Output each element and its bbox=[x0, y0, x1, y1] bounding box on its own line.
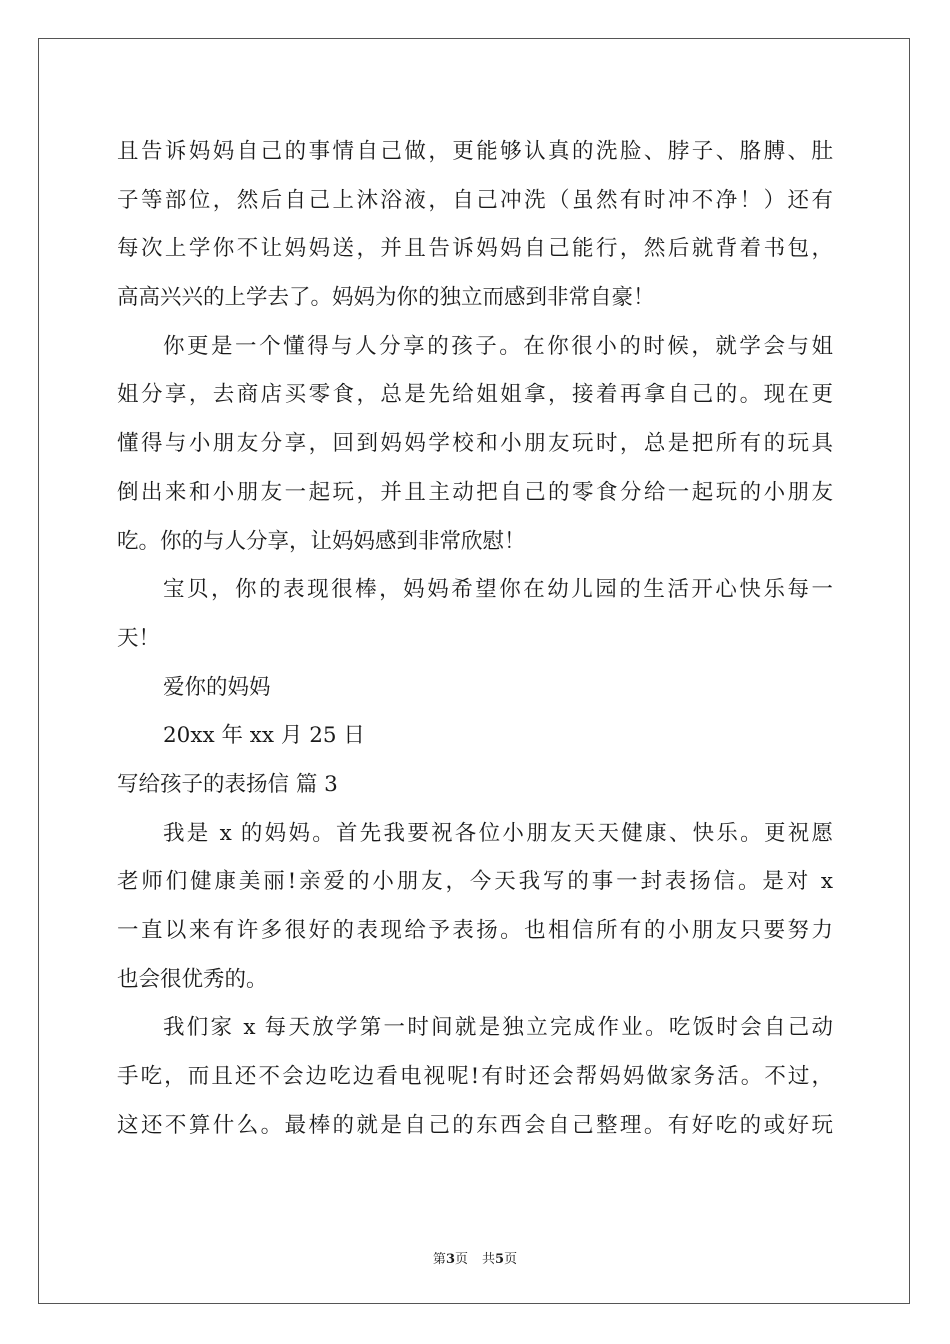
page-footer bbox=[0, 1248, 950, 1267]
total-prefix: 共 bbox=[482, 1252, 496, 1267]
signature-line: 爱你的妈妈 bbox=[163, 674, 271, 700]
text-line: 手吃，而且还不会边吃边看电视呢!有时还会帮妈妈做家务活。不过， bbox=[117, 1064, 833, 1090]
text-line: 也会很优秀的。 bbox=[117, 966, 268, 992]
text-line: 天！ bbox=[117, 625, 161, 651]
date-line: 20xx 年 xx 月 25 日 bbox=[163, 723, 365, 749]
paragraph-start-line: 你更是一个懂得与人分享的孩子。在你很小的时候，就学会与姐 bbox=[163, 333, 833, 359]
text-line: 吃。你的与人分享，让妈妈感到非常欣慰！ bbox=[117, 528, 526, 554]
text-line: 姐分享，去商店买零食，总是先给姐姐拿，接着再拿自己的。现在更 bbox=[117, 382, 833, 408]
text-line: 这还不算什么。最棒的就是自己的东西会自己整理。有好吃的或好玩 bbox=[117, 1112, 833, 1138]
section-heading: 写给孩子的表扬信 篇 3 bbox=[117, 771, 338, 797]
paragraph-start-line: 宝贝，你的表现很棒，妈妈希望你在幼儿园的生活开心快乐每一 bbox=[163, 577, 833, 603]
text-line: 子等部位，然后自己上沐浴液，自己冲洗（虽然有时冲不净！）还有 bbox=[117, 187, 833, 213]
letter-body bbox=[117, 128, 833, 1150]
text-line: 懂得与小朋友分享，回到妈妈学校和小朋友玩时，总是把所有的玩具 bbox=[117, 431, 833, 457]
text-line: 高高兴兴的上学去了。妈妈为你的独立而感到非常自豪！ bbox=[117, 285, 655, 311]
page-total: 5 bbox=[495, 1252, 505, 1267]
total-suffix: 页 bbox=[504, 1252, 518, 1267]
text-line: 一直以来有许多很好的表现给予表扬。也相信所有的小朋友只要努力 bbox=[117, 918, 833, 943]
paragraph-start-line: 我是 x 的妈妈。首先我要祝各位小朋友天天健康、快乐。更祝愿 bbox=[163, 820, 833, 846]
text-line: 倒出来和小朋友一起玩，并且主动把自己的零食分给一起玩的小朋友 bbox=[117, 479, 833, 505]
text-line: 且告诉妈妈自己的事情自己做，更能够认真的洗脸、脖子、胳膊、肚 bbox=[117, 139, 833, 164]
paragraph-start-line: 我们家 x 每天放学第一时间就是独立完成作业。吃饭时会自己动 bbox=[163, 1015, 833, 1041]
text-line: 老师们健康美丽!亲爱的小朋友，今天我写的事一封表扬信。是对 x bbox=[117, 869, 833, 895]
page-suffix: 页 bbox=[454, 1252, 468, 1267]
text-line: 每次上学你不让妈妈送，并且告诉妈妈自己能行，然后就背着书包， bbox=[117, 236, 833, 262]
page-prefix: 第 bbox=[432, 1252, 446, 1267]
page-current: 3 bbox=[445, 1252, 455, 1267]
